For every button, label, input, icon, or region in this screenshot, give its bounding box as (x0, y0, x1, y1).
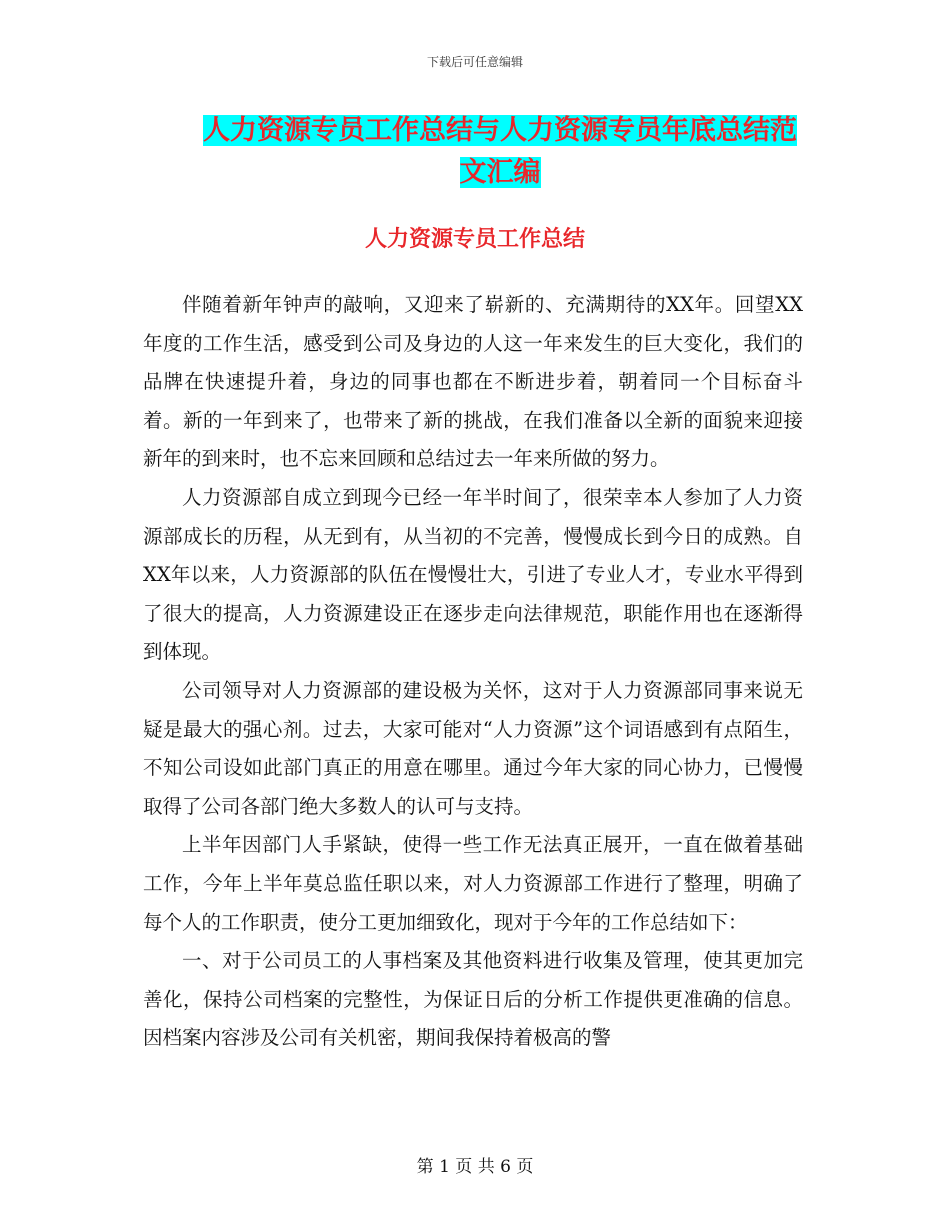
body-text (143, 286, 803, 1058)
paragraph-3: 公司领导对人力资源部的建设极为关怀，这对于人力资源部同事来说无疑是最大的强心剂。过去，大家可能对“人力资源”这个词语感到有点陌生，不知公司设如此部门真正的用意在哪里。通过今年大家的同心协力，已慢慢取得了公司各部门绝大多数人的认可与支持。 (143, 678, 803, 818)
paragraph-2: 人力资源部自成立到现今已经一年半时间了，很荣幸本人参加了人力资源部成长的历程，从无到有，从当初的不完善，慢慢成长到今日的成熟。自XX年以来，人力资源部的队伍在慢慢壮大，引进了专业人才，专业水平得到了很大的提高，人力资源建设正在逐步走向法律规范，职能作用也在逐渐得到体现。 (143, 485, 803, 664)
paragraph-4: 上半年因部门人手紧缺，使得一些工作无法真正展开，一直在做着基础工作，今年上半年莫总监任职以来，对人力资源部工作进行了整理，明确了每个人的工作职责，使分工更加细致化，现对于今年的工作总结如下： (143, 833, 803, 934)
section-title: 人力资源专员工作总结 (364, 227, 585, 252)
document-title (190, 110, 810, 194)
paragraph-1: 伴随着新年钟声的敲响，又迎来了崭新的、充满期待的XX年。回望XX年度的工作生活，感受到公司及身边的人这一年来发生的巨大变化，我们的品牌在快速提升着，身边的同事也都在不断进步着，朝着同一个目标奋斗着。新的一年到来了，也带来了新的挑战，在我们准备以全新的面貌来迎接新年的到来时，也不忘来回顾和总结过去一年来所做的努力。 (143, 293, 803, 471)
paragraph-5: 一、对于公司员工的人事档案及其他资料进行收集及管理，使其更加完善化，保持公司档案的完整性，为保证日后的分析工作提供更准确的信息。因档案内容涉及公司有关机密，期间我保持着极高的警 (143, 949, 803, 1050)
page-footer: 第 1 页 共 6 页 (416, 1157, 534, 1177)
document-title-text: 人力资源专员工作总结与人力资源专员年底总结范文汇编 (203, 115, 797, 188)
header-note: 下载后可任意编辑 (426, 55, 523, 69)
